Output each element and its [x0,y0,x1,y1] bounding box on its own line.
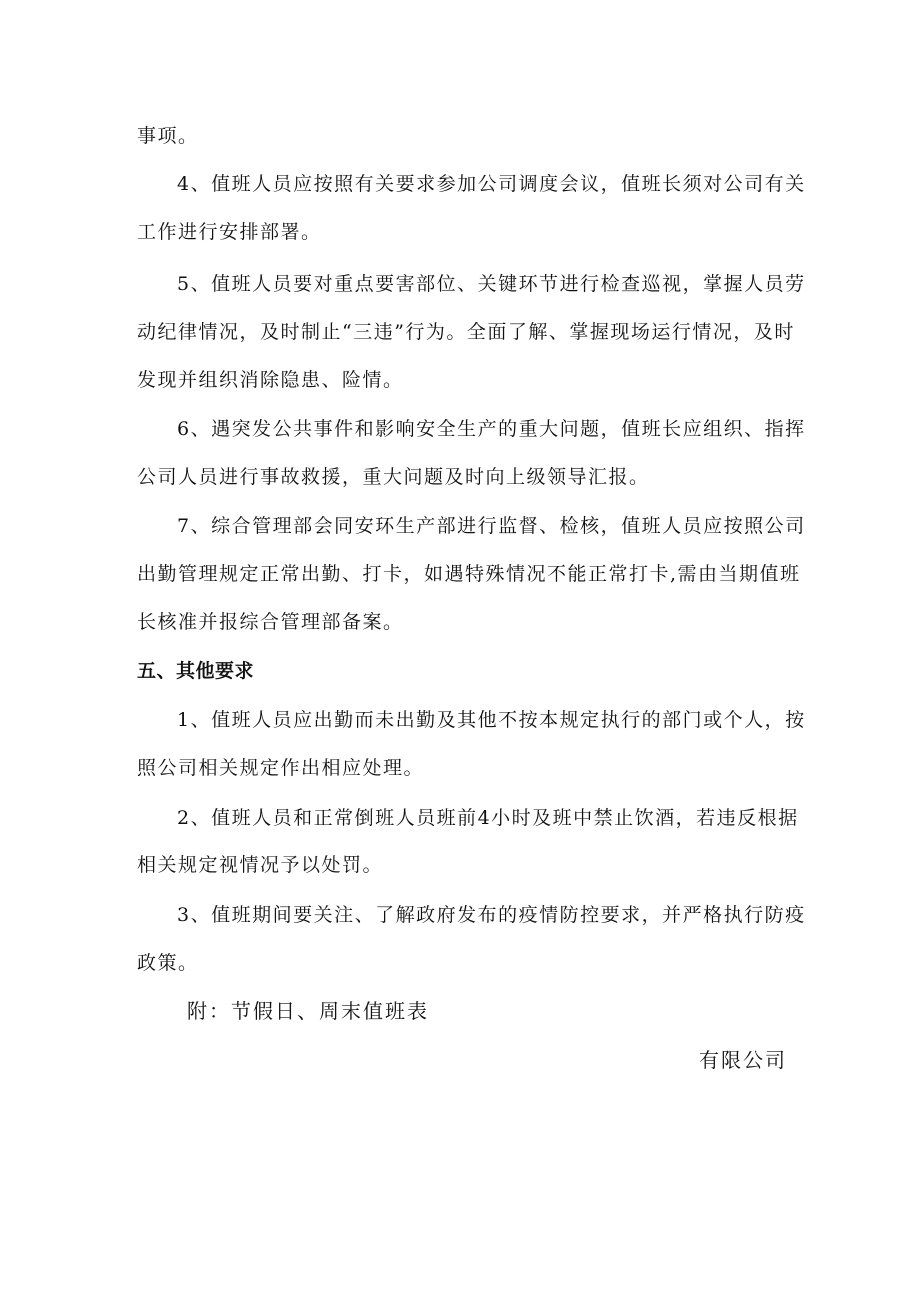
paragraph-line: 7、综合管理部会同安环生产部进行监督、检核，值班人员应按照公司 [177,515,806,537]
paragraph-line: 4、值班人员应按照有关要求参加公司调度会议，值班长须对公司有关 [177,173,806,195]
paragraph-line: 长核准并报综合管理部备案。 [137,611,404,633]
company-signature: 有限公司 [699,1048,787,1072]
paragraph-line: 3、值班期间要关注、了解政府发布的疫情防控要求，并严格执行防疫 [177,904,806,926]
paragraph-line: 5、值班人员要对重点要害部位、关键环节进行检查巡视，掌握人员劳 [177,273,806,295]
paragraph-line: 6、遇突发公共事件和影响安全生产的重大问题，值班长应组织、指挥 [177,418,806,440]
paragraph-line: 事项。 [137,125,199,147]
paragraph-line: 公司人员进行事故救援，重大问题及时向上级领导汇报。 [137,466,650,488]
paragraph-line: 动纪律情况，及时制止“三违”行为。全面了解、掌握现场运行情况，及时 [137,321,795,343]
appendix-note: 附：节假日、周末值班表 [187,999,429,1023]
paragraph-line: 政策。 [137,952,199,974]
section-heading: 五、其他要求 [137,660,255,682]
paragraph-line: 发现并组织消除隐患、险情。 [137,369,404,391]
paragraph-line: 工作进行安排部署。 [137,221,322,243]
paragraph-line: 照公司相关规定作出相应处理。 [137,757,425,779]
paragraph-line: 2、值班人员和正常倒班人员班前4小时及班中禁止饮酒，若违反根据 [177,807,799,829]
paragraph-line: 1、值班人员应出勤而未出勤及其他不按本规定执行的部门或个人，按 [177,709,806,731]
paragraph-line: 出勤管理规定正常出勤、打卡，如遇特殊情况不能正常打卡,需由当期值班 [137,563,801,585]
paragraph-line: 相关规定视情况予以处罚。 [137,854,384,876]
